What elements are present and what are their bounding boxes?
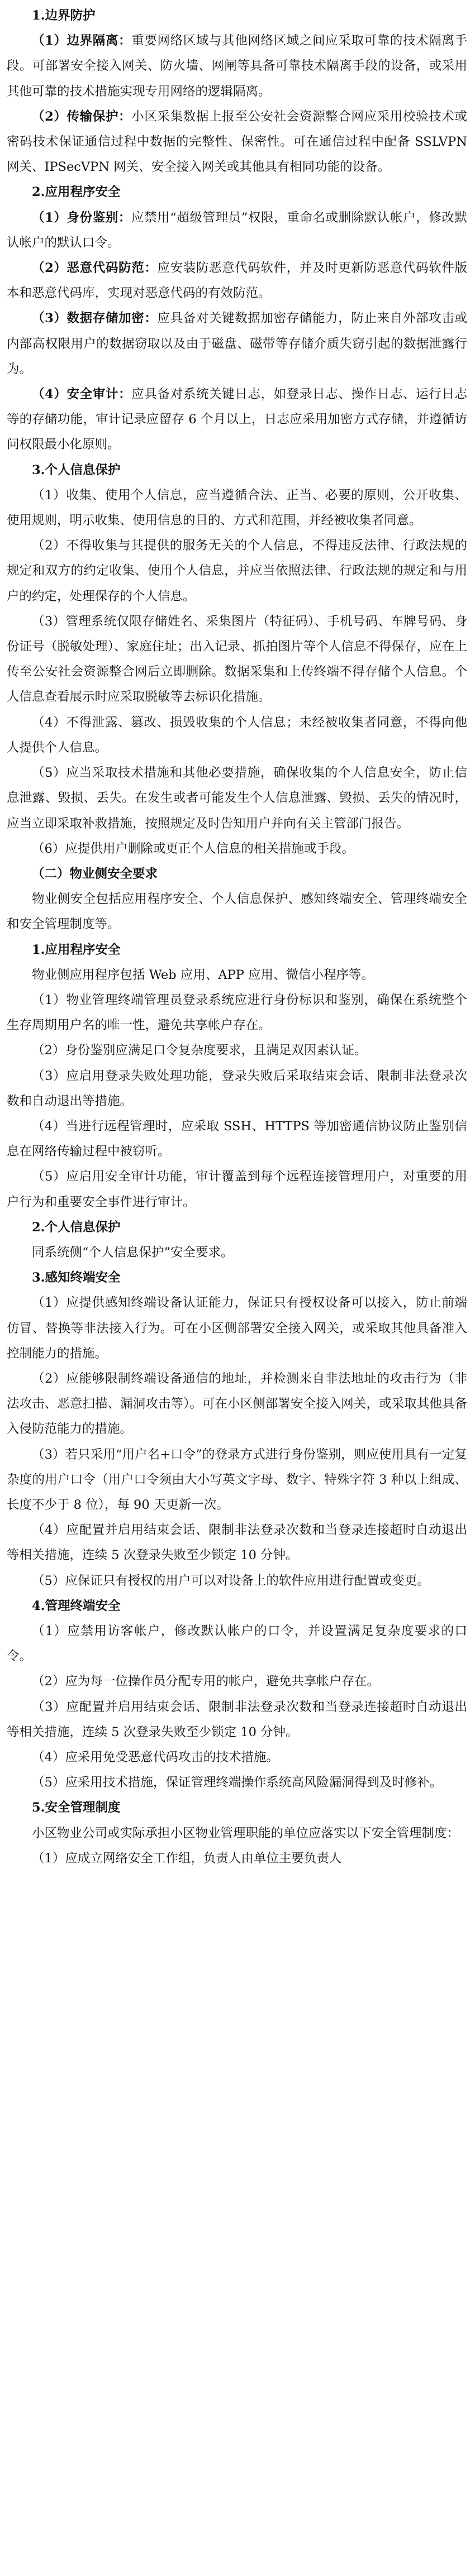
paragraph [7,1695,467,1745]
paragraph-text: （1）物业管理终端管理员登录系统应进行身份标识和鉴别，确保在系统整个生存周期用户名的唯一性，避免共享帐户存在。 [7,992,467,1033]
paragraph-text: （1）收集、使用个人信息，应当遵循合法、正当、必要的原则，公开收集、使用规则，明示收集、使用信息的目的、方式和范围，并经被收集者同意。 [7,488,467,528]
paragraph [7,1518,467,1568]
paragraph-text: （5）应当采取技术措施和其他必要措施，确保收集的个人信息安全，防止信息泄露、毁损、丢失。在发生或者可能发生个人信息泄露、毁损、丢失的情况时，应当立即采取补救措施，按照规定及时告知用户并向有关主管部门报告。 [7,766,467,831]
paragraph-lead: （4）安全审计： [32,387,132,402]
paragraph-text: （4）不得泄露、篡改、损毁收集的个人信息；未经被收集者同意，不得向他人提供个人信息。 [7,715,467,755]
paragraph [7,1770,467,1795]
paragraph-text: 应具备对系统关键日志，如登录日志、操作日志、运行日志等的存储功能，审计记录应留存 6 个月以上，日志应采用加密方式存储，并遵循访问权限最小化原则。 [7,387,467,452]
paragraph-text: （2）不得收集与其提供的服务无关的个人信息，不得违反法律、行政法规的规定和双方的约定收集、使用个人信息，并应当依照法律、行政法规的规定和与用户的约定，处理保存的个人信息。 [7,538,467,604]
paragraph-text: 应禁用“超级管理员”权限，重命名或删除默认帐户，修改默认帐户的默认口令。 [7,210,468,250]
paragraph-text: 重要网络区域与其他网络区域之间应采取可靠的技术隔离手段。可部署安全接入网关、防火墙、网闸等具备可靠技术隔离手段的设备，或采用其他可靠的技术措施实现专用网络的逻辑隔离。 [7,34,467,99]
section-heading: 1.应用程序安全 [32,942,121,957]
paragraph [7,306,467,382]
paragraph-text: 应具备对关键数据加密存储能力，防止来自外部攻击或内部高权限用户的数据窃取以及由于磁盘、磁带等存储介质失窃引起的数据泄露行为。 [7,311,467,376]
paragraph-text: （2）身份鉴别应满足口令复杂度要求，且满足双因素认证。 [32,1043,367,1058]
section-heading: 1.边界防护 [32,8,96,23]
paragraph [7,533,467,609]
paragraph-text: （2）应能够限制终端设备通信的地址，并检测来自非法地址的攻击行为（非法攻击、恶意扫描、漏洞攻击等）。可在小区侧部署安全接入网关，或采取其他具备入侵防范能力的措施。 [7,1371,467,1437]
section-heading: 5.安全管理制度 [32,1800,121,1815]
paragraph-text: （6）应提供用户删除或更正个人信息的相关措施或手段。 [32,841,354,856]
paragraph [7,483,467,533]
paragraph [7,1240,467,1265]
paragraph [7,256,467,306]
paragraph-text: 同系统侧“个人信息保护”安全要求。 [32,1245,234,1260]
paragraph-text: 物业侧应用程序包括 Web 应用、APP 应用、微信小程序等。 [32,967,374,982]
paragraph-text: （3）应配置并启用结束会话、限制非法登录次数和当登录连接超时自动退出等相关措施，连续 5 次登录失败至少锁定 10 分钟。 [7,1699,467,1739]
paragraph-text: （1）应禁用访客帐户，修改默认帐户的口令，并设置满足复杂度要求的口令。 [7,1624,467,1664]
section-heading: 3.感知终端安全 [32,1270,121,1285]
section-heading: 4.管理终端安全 [32,1598,121,1613]
paragraph [7,1038,467,1063]
paragraph-text: （5）应采用技术措施，保证管理终端操作系统高风险漏洞得到及时修补。 [32,1775,443,1790]
paragraph-text: （4）应采用免受恶意代码攻击的技术措施。 [32,1750,279,1765]
paragraph-text: （1）应提供感知终端设备认证能力，保证只有授权设备可以接入，防止前端仿冒、替换等非法接入行为。可在小区侧部署安全接入网关，或采取其他具备准入控制能力的措施。 [7,1296,467,1361]
paragraph [7,887,467,937]
paragraph-text: （5）应启用安全审计功能，审计覆盖到每个远程连接管理用户，对重要的用户行为和重要安全事件进行审计。 [7,1169,467,1210]
paragraph-lead: （2）传输保护： [32,109,132,124]
paragraph [7,1846,467,1871]
paragraph-text: （5）应保证只有授权的用户可以对设备上的软件应用进行配置或变更。 [32,1573,430,1588]
paragraph [7,1821,467,1846]
paragraph-lead: （3）数据存储加密： [32,311,158,326]
paragraph-text: （1）应成立网络安全工作组，负责人由单位主要负责人 [32,1851,342,1866]
paragraph [7,1291,467,1366]
paragraph [7,1114,467,1164]
paragraph-lead: （1）身份鉴别： [32,210,131,225]
document-body [7,3,467,1871]
paragraph [7,28,467,104]
paragraph-lead: （1）边界隔离： [32,34,132,49]
paragraph [7,1064,467,1114]
paragraph-text: （4）当进行远程管理时，应采取 SSH、HTTPS 等加密通信协议防止鉴别信息在网络传输过程中被窃听。 [7,1119,467,1159]
paragraph [7,1569,467,1594]
paragraph-text: 小区采集数据上报至公安社会资源整合网应采用校验技术或密码技术保证通信过程中数据的完整性、保密性。可在通信过程中配备 SSLVPN 网关、IPSecVPN 网关、安全接入网关或其他具有相同功能的设备。 [7,109,467,175]
paragraph-text: （2）应为每一位操作员分配专用的帐户，避免共享帐户存在。 [32,1674,379,1689]
paragraph [7,988,467,1038]
paragraph [7,1442,467,1518]
paragraph [7,1745,467,1770]
paragraph [7,1669,467,1694]
paragraph-text: 物业侧安全包括应用程序安全、个人信息保护、感知终端安全、管理终端安全和安全管理制度等。 [7,892,467,932]
paragraph-text: （4）应配置并启用结束会话、限制非法登录次数和当登录连接超时自动退出等相关措施，连续 5 次登录失败至少锁定 10 分钟。 [7,1523,467,1563]
section-heading: 2.个人信息保护 [32,1220,121,1235]
paragraph-text: 小区物业公司或实际承担小区物业管理职能的单位应落实以下安全管理制度： [32,1825,460,1841]
section-heading: 2.应用程序安全 [32,185,121,200]
paragraph [7,963,467,988]
paragraph [7,609,467,710]
section-heading: （二）物业侧安全要求 [32,866,158,881]
paragraph-text: （3）若只采用“用户名+口令”的登录方式进行身份鉴别，则应使用具有一定复杂度的用户口令（用户口令须由大小写英文字母、数字、特殊字符 3 种以上组成、长度不少于 8 位），每 90 天更新一次。 [7,1447,467,1512]
paragraph-text: （3）应启用登录失败处理功能，登录失败后采取结束会话、限制非法登录次数和自动退出等措施。 [7,1068,467,1108]
paragraph-text: 应安装防恶意代码软件，并及时更新防恶意代码软件版本和恶意代码库，实现对恶意代码的有效防范。 [7,261,467,301]
paragraph [7,761,467,837]
paragraph [7,1366,467,1442]
paragraph [7,710,467,761]
paragraph [7,1619,467,1669]
paragraph-text: （3）管理系统仅限存储姓名、采集图片（特征码）、手机号码、车牌号码、身份证号（脱敏处理）、家庭住址；出入记录、抓拍图片等个人信息不得保存，应在上传至公安社会资源整合网后立即删除。数据采集和上传终端不得存储个人信息。个人信息查看展示时应采取脱敏等去标识化措施。 [7,614,467,705]
paragraph [7,1164,467,1215]
paragraph [7,205,467,256]
paragraph [7,382,467,458]
section-heading: 3.个人信息保护 [32,462,121,477]
paragraph [7,104,467,180]
paragraph-lead: （2）恶意代码防范： [32,261,158,276]
paragraph [7,837,467,862]
